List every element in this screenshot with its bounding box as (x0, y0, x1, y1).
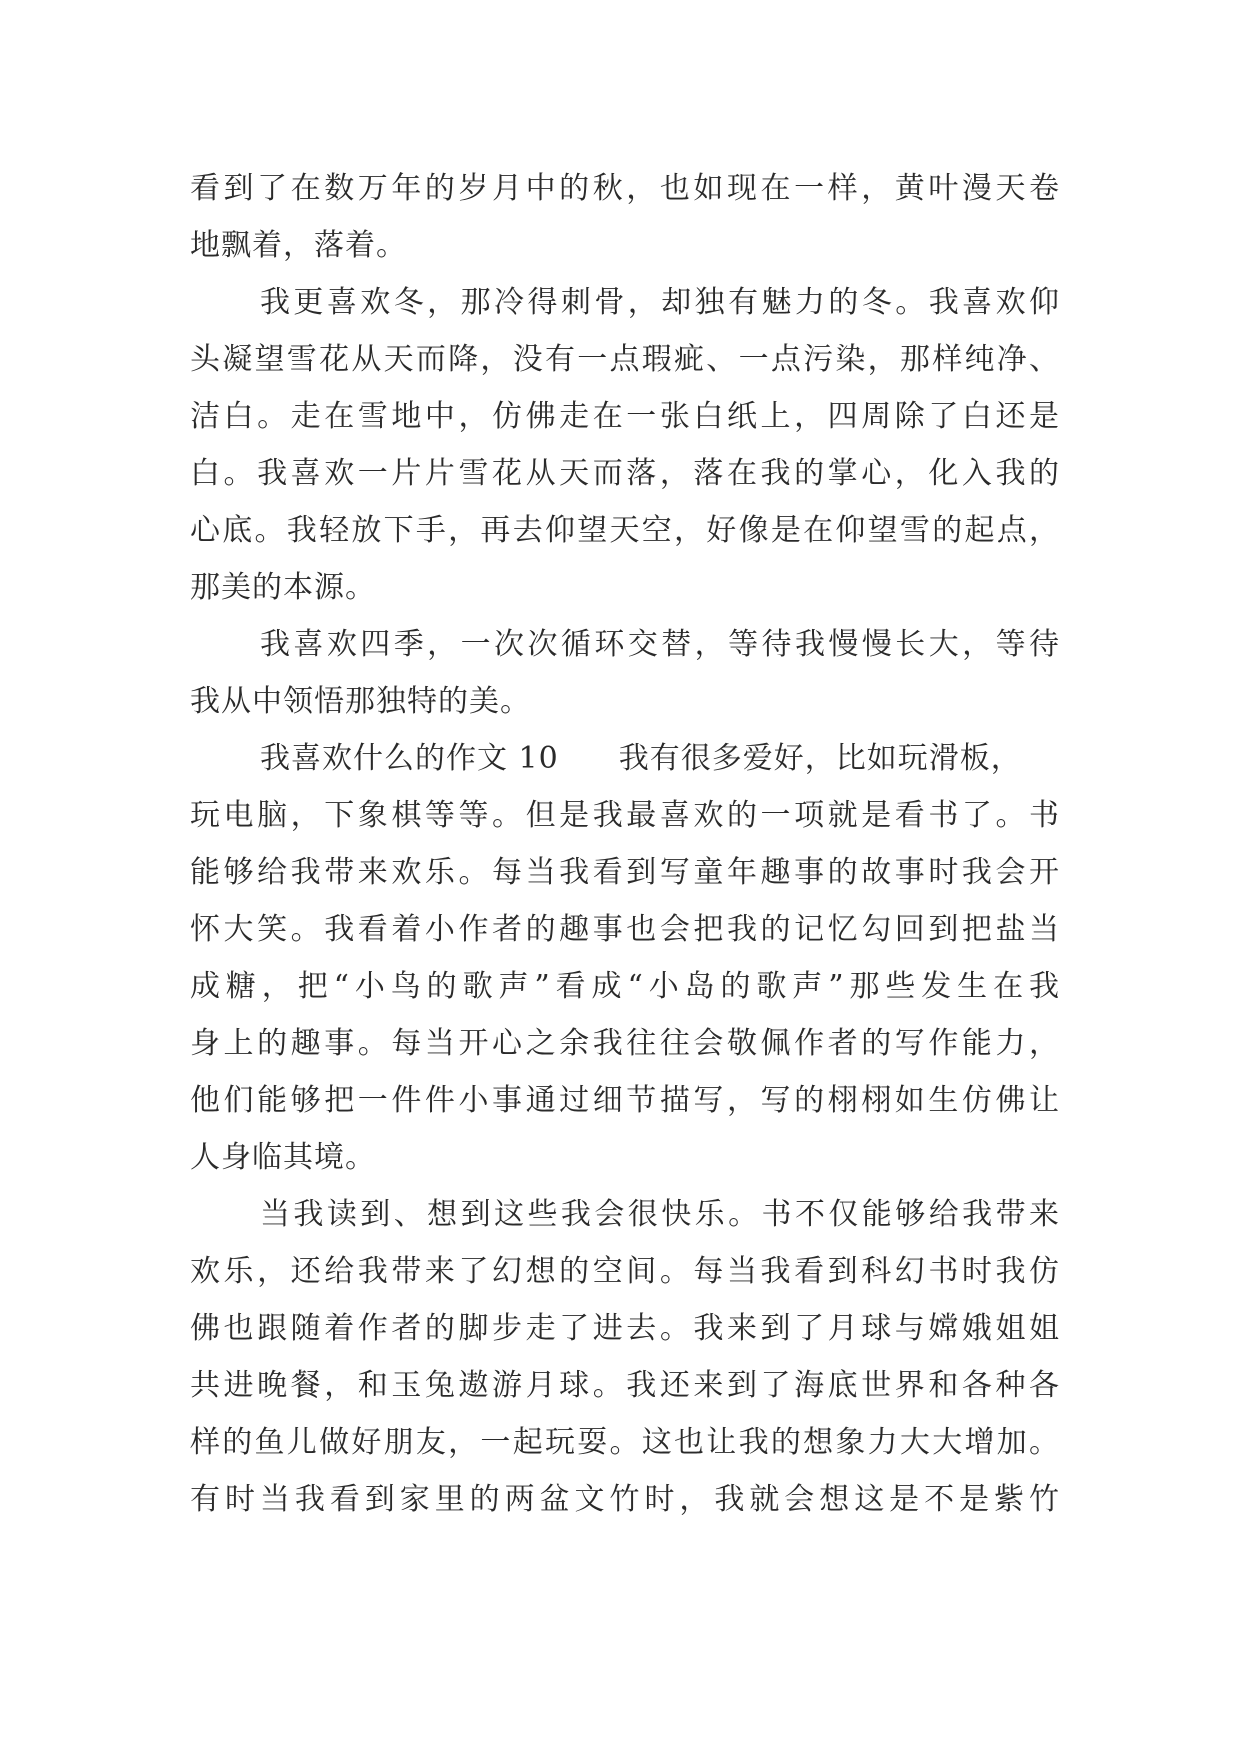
text-line: 那美的本源。 (190, 570, 376, 605)
essay-heading-line (190, 730, 1060, 787)
paragraph-start-line: 我更喜欢冬，那冷得刺骨，却独有魅力的冬。我喜欢仰 (260, 285, 1060, 320)
text-segment: 我有很多爱好，比如玩滑板， (618, 741, 1022, 776)
text-line: 白。我喜欢一片片雪花从天而落，落在我的掌心，化入我的 (190, 456, 1060, 491)
paragraph-start-line: 我喜欢四季，一次次循环交替，等待我慢慢长大，等待 (260, 627, 1060, 662)
text-line: 看到了在数万年的岁月中的秋，也如现在一样，黄叶漫天卷 (190, 171, 1060, 206)
essay-text (190, 160, 1060, 1528)
text-line: 地飘着，落着。 (190, 228, 407, 263)
paragraph-start-line: 当我读到、想到这些我会很快乐。书不仅能够给我带来 (260, 1197, 1060, 1232)
text-line: 样的鱼儿做好朋友，一起玩耍。这也让我的想象力大大增加。 (190, 1425, 1060, 1460)
text-line: 佛也跟随着作者的脚步走了进去。我来到了月球与嫦娥姐姐 (190, 1311, 1060, 1346)
text-line: 成糖，把“小鸟的歌声”看成“小岛的歌声”那些发生在我 (190, 969, 1060, 1004)
text-line: 头凝望雪花从天而降，没有一点瑕疵、一点污染，那样纯净、 (190, 342, 1060, 377)
text-line: 怀大笑。我看着小作者的趣事也会把我的记忆勾回到把盐当 (190, 912, 1060, 947)
essay-heading: 我喜欢什么的作文 10 (260, 741, 559, 776)
text-line: 我从中领悟那独特的美。 (190, 684, 531, 719)
text-line: 身上的趣事。每当开心之余我往往会敬佩作者的写作能力， (190, 1026, 1060, 1061)
text-line: 能够给我带来欢乐。每当我看到写童年趣事的故事时我会开 (190, 855, 1060, 890)
text-line: 有时当我看到家里的两盆文竹时，我就会想这是不是紫竹 (190, 1482, 1060, 1517)
text-line: 欢乐，还给我带来了幻想的空间。每当我看到科幻书时我仿 (190, 1254, 1060, 1289)
text-line: 人身临其境。 (190, 1140, 376, 1175)
text-line: 共进晚餐，和玉兔遨游月球。我还来到了海底世界和各种各 (190, 1368, 1060, 1403)
text-line: 心底。我轻放下手，再去仰望天空，好像是在仰望雪的起点， (190, 513, 1060, 548)
text-line: 他们能够把一件件小事通过细节描写，写的栩栩如生仿佛让 (190, 1083, 1060, 1118)
text-line: 玩电脑，下象棋等等。但是我最喜欢的一项就是看书了。书 (190, 798, 1060, 833)
text-line: 洁白。走在雪地中，仿佛走在一张白纸上，四周除了白还是 (190, 399, 1060, 434)
